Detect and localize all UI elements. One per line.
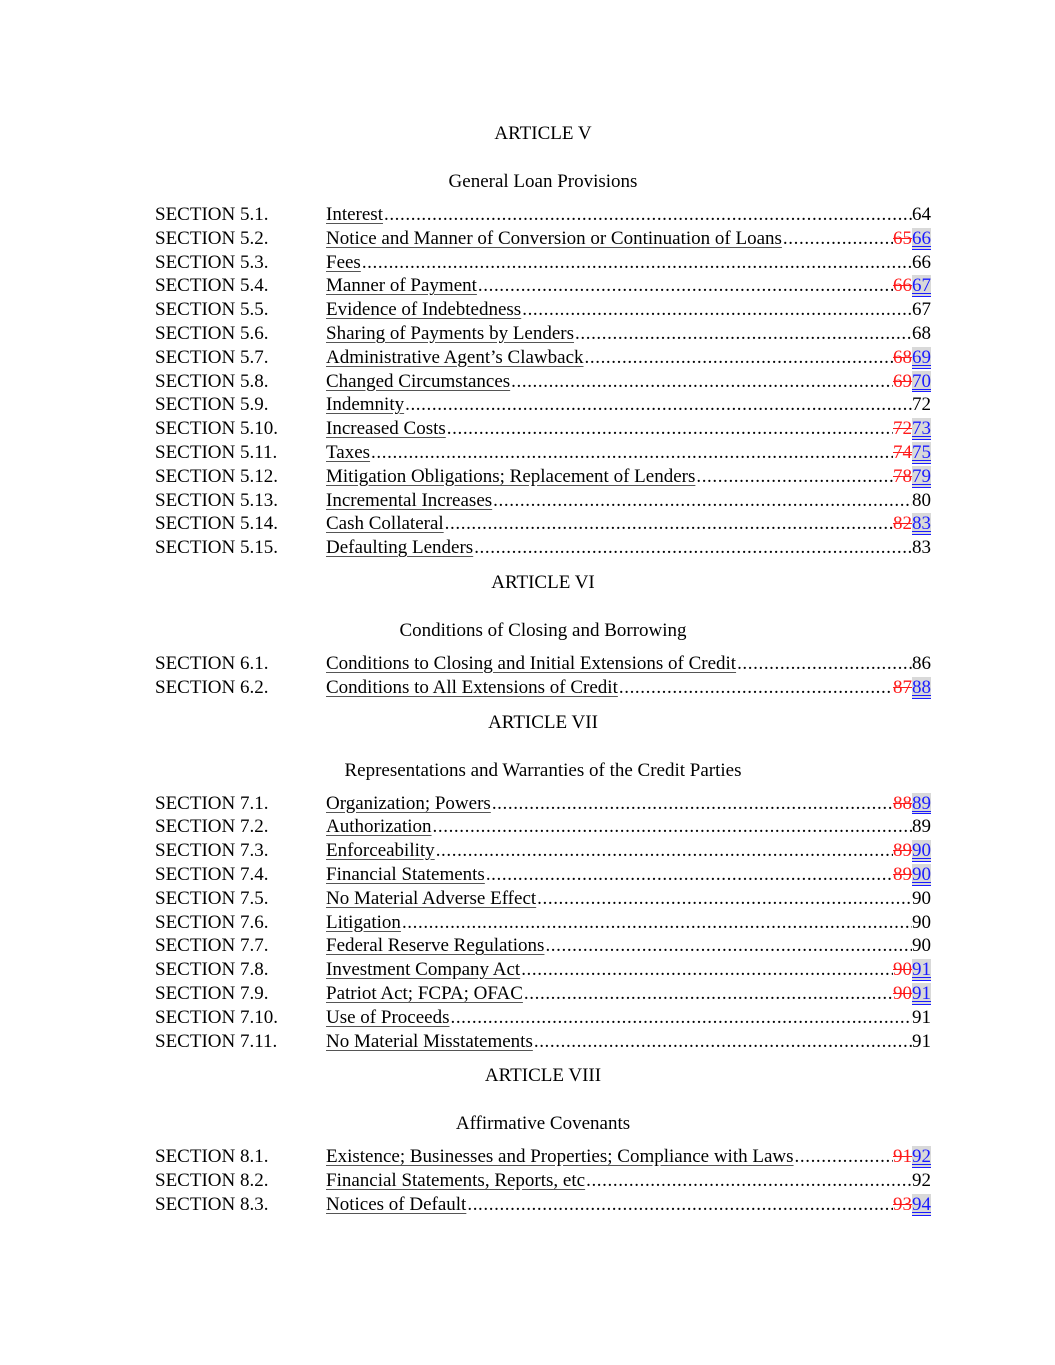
section-number: SECTION 5.12. bbox=[155, 465, 278, 487]
dot-leader bbox=[524, 982, 893, 1006]
page-number: 92 bbox=[912, 1170, 931, 1192]
dot-leader bbox=[511, 370, 893, 394]
toc-entry[interactable] bbox=[155, 1145, 931, 1169]
page-number: 91 bbox=[912, 1030, 931, 1052]
toc-entry[interactable] bbox=[155, 346, 931, 370]
section-title-link[interactable]: Existence; Businesses and Properties; Compliance with Laws bbox=[326, 1146, 794, 1168]
section-number: SECTION 7.1. bbox=[155, 792, 269, 814]
section-number: SECTION 7.10. bbox=[155, 1006, 278, 1028]
page-number bbox=[893, 839, 931, 863]
toc-entry[interactable] bbox=[155, 393, 931, 417]
inserted-page-number: 94 bbox=[912, 1193, 931, 1215]
dot-leader bbox=[474, 536, 912, 560]
toc-entry[interactable] bbox=[155, 1006, 931, 1030]
page-number: 90 bbox=[912, 935, 931, 957]
section-list bbox=[155, 792, 931, 1054]
page-number bbox=[893, 958, 931, 982]
section-list bbox=[155, 1145, 931, 1216]
inserted-page-number: 90 bbox=[912, 863, 931, 885]
section-number: SECTION 5.9. bbox=[155, 394, 269, 416]
inserted-page-number: 91 bbox=[912, 959, 931, 981]
dot-leader bbox=[537, 887, 912, 911]
toc-entry[interactable] bbox=[155, 227, 931, 251]
section-title-link[interactable]: Financial Statements bbox=[326, 863, 485, 885]
dot-leader bbox=[433, 815, 912, 839]
page-number: 91 bbox=[912, 1006, 931, 1028]
toc-entry[interactable] bbox=[155, 203, 931, 227]
toc-entry[interactable] bbox=[155, 839, 931, 863]
section-title-link[interactable]: Enforceability bbox=[326, 840, 435, 862]
dot-leader bbox=[585, 346, 893, 370]
section-number: SECTION 5.6. bbox=[155, 322, 269, 344]
page-number: 80 bbox=[912, 489, 931, 511]
section-number: SECTION 5.8. bbox=[155, 370, 269, 392]
dot-leader bbox=[467, 1193, 893, 1217]
article-block bbox=[155, 122, 931, 560]
page-number bbox=[893, 370, 931, 394]
deleted-page-number: 72 bbox=[893, 418, 912, 440]
dot-leader bbox=[450, 1006, 912, 1030]
deleted-page-number: 88 bbox=[893, 792, 912, 814]
inserted-page-number: 73 bbox=[912, 418, 931, 440]
toc-entry[interactable] bbox=[155, 652, 931, 676]
page-number bbox=[893, 676, 931, 700]
toc-entry[interactable] bbox=[155, 958, 931, 982]
deleted-page-number: 65 bbox=[893, 227, 912, 249]
section-title-link[interactable]: No Material Misstatements bbox=[326, 1030, 533, 1052]
section-title-link[interactable]: Indemnity bbox=[326, 394, 405, 416]
inserted-page-number: 89 bbox=[912, 792, 931, 814]
section-title-link[interactable]: Patriot Act; FCPA; OFAC bbox=[326, 982, 523, 1004]
article-subtitle: Affirmative Covenants bbox=[455, 1113, 631, 1135]
deleted-page-number: 68 bbox=[893, 346, 912, 368]
article-subtitle: General Loan Provisions bbox=[448, 171, 638, 192]
section-number: SECTION 5.3. bbox=[155, 251, 269, 273]
section-title-link[interactable]: Conditions to Closing and Initial Extensions of Credit bbox=[326, 652, 737, 674]
toc-entry[interactable] bbox=[155, 298, 931, 322]
dot-leader bbox=[384, 203, 912, 227]
section-title-link[interactable]: Administrative Agent’s Clawback bbox=[326, 346, 584, 368]
section-title-link[interactable]: Evidence of Indebtedness bbox=[326, 299, 522, 321]
page-number: 68 bbox=[912, 322, 931, 344]
dot-leader bbox=[402, 911, 912, 935]
deleted-page-number: 93 bbox=[893, 1193, 912, 1215]
dot-leader bbox=[522, 298, 912, 322]
dot-leader bbox=[478, 274, 893, 298]
section-number: SECTION 7.8. bbox=[155, 959, 269, 981]
page-number bbox=[893, 227, 931, 251]
section-number: SECTION 7.9. bbox=[155, 982, 269, 1004]
deleted-page-number: 69 bbox=[893, 370, 912, 392]
section-title-link[interactable]: Cash Collateral bbox=[326, 513, 444, 535]
toc-entry[interactable] bbox=[155, 676, 931, 700]
section-title-link[interactable]: Defaulting Lenders bbox=[326, 537, 474, 559]
inserted-page-number: 67 bbox=[912, 275, 931, 297]
page-number: 72 bbox=[912, 394, 931, 416]
dot-leader bbox=[534, 1030, 912, 1054]
table-of-contents bbox=[155, 122, 931, 1228]
toc-entry[interactable] bbox=[155, 536, 931, 560]
page-number bbox=[893, 274, 931, 298]
toc-entry[interactable] bbox=[155, 1193, 931, 1217]
section-title-link[interactable]: Fees bbox=[326, 251, 361, 273]
dot-leader bbox=[447, 417, 893, 441]
section-title-link[interactable]: Changed Circumstances bbox=[326, 370, 511, 392]
section-number: SECTION 7.11. bbox=[155, 1030, 278, 1052]
page-number: 66 bbox=[912, 251, 931, 273]
page-number bbox=[893, 346, 931, 370]
inserted-page-number: 75 bbox=[912, 441, 931, 463]
dot-leader bbox=[795, 1145, 893, 1169]
deleted-page-number: 90 bbox=[893, 982, 912, 1004]
section-title-link[interactable]: Use of Proceeds bbox=[326, 1006, 450, 1028]
section-number: SECTION 7.6. bbox=[155, 911, 269, 933]
page-number: 67 bbox=[912, 299, 931, 321]
section-number: SECTION 8.3. bbox=[155, 1193, 269, 1215]
deleted-page-number: 89 bbox=[893, 840, 912, 862]
section-number: SECTION 7.5. bbox=[155, 887, 269, 909]
article-heading: ARTICLE V bbox=[494, 123, 592, 144]
toc-entry[interactable] bbox=[155, 465, 931, 489]
article-heading: ARTICLE VIII bbox=[484, 1065, 602, 1087]
toc-entry[interactable] bbox=[155, 417, 931, 441]
dot-leader bbox=[545, 934, 912, 958]
page-number bbox=[893, 1193, 931, 1217]
page-number bbox=[893, 792, 931, 816]
toc-entry[interactable] bbox=[155, 887, 931, 911]
article-block bbox=[155, 571, 931, 700]
page-number bbox=[893, 863, 931, 887]
section-number: SECTION 5.13. bbox=[155, 489, 278, 511]
deleted-page-number: 87 bbox=[893, 676, 912, 698]
toc-entry[interactable] bbox=[155, 982, 931, 1006]
deleted-page-number: 78 bbox=[893, 465, 912, 487]
article-subtitle: Conditions of Closing and Borrowing bbox=[399, 619, 687, 641]
toc-entry[interactable] bbox=[155, 251, 931, 275]
dot-leader bbox=[493, 489, 912, 513]
toc-entry[interactable] bbox=[155, 441, 931, 465]
page-number: 86 bbox=[912, 652, 931, 674]
section-number: SECTION 5.11. bbox=[155, 441, 278, 463]
dot-leader bbox=[575, 322, 912, 346]
dot-leader bbox=[521, 958, 893, 982]
dot-leader bbox=[492, 792, 893, 816]
inserted-page-number: 88 bbox=[912, 676, 931, 698]
page-number: 90 bbox=[912, 911, 931, 933]
page-number bbox=[893, 417, 931, 441]
section-number: SECTION 5.5. bbox=[155, 299, 269, 321]
inserted-page-number: 92 bbox=[912, 1146, 931, 1168]
article-heading: ARTICLE VII bbox=[488, 711, 598, 733]
section-title-link[interactable]: Taxes bbox=[326, 441, 371, 463]
toc-entry[interactable] bbox=[155, 1169, 931, 1193]
toc-entry[interactable] bbox=[155, 370, 931, 394]
section-number: SECTION 5.2. bbox=[155, 227, 269, 249]
section-title-link[interactable]: Sharing of Payments by Lenders bbox=[326, 322, 575, 344]
section-number: SECTION 6.1. bbox=[155, 652, 269, 674]
toc-entry[interactable] bbox=[155, 322, 931, 346]
section-list bbox=[155, 203, 931, 560]
section-title-link[interactable]: Manner of Payment bbox=[326, 275, 477, 297]
section-list bbox=[155, 652, 931, 700]
section-number: SECTION 5.15. bbox=[155, 537, 278, 559]
inserted-page-number: 90 bbox=[912, 840, 931, 862]
section-number: SECTION 5.14. bbox=[155, 513, 278, 535]
inserted-page-number: 69 bbox=[912, 346, 931, 368]
dot-leader bbox=[783, 227, 893, 251]
dot-leader bbox=[486, 863, 893, 887]
dot-leader bbox=[445, 512, 893, 536]
deleted-page-number: 66 bbox=[893, 275, 912, 297]
dot-leader bbox=[737, 652, 912, 676]
article-block bbox=[155, 1064, 931, 1216]
toc-entry[interactable] bbox=[155, 911, 931, 935]
section-title-link[interactable]: Mitigation Obligations; Replacement of Lenders bbox=[326, 465, 696, 487]
toc-entry[interactable] bbox=[155, 792, 931, 816]
inserted-page-number: 70 bbox=[912, 370, 931, 392]
section-title-link[interactable]: Interest bbox=[326, 204, 383, 225]
page-number bbox=[893, 465, 931, 489]
section-number: SECTION 6.2. bbox=[155, 676, 269, 698]
section-title-link[interactable]: Authorization bbox=[326, 816, 432, 838]
deleted-page-number: 74 bbox=[893, 441, 912, 463]
section-number: SECTION 5.1. bbox=[155, 204, 269, 225]
page-number bbox=[893, 1145, 931, 1169]
section-title-link[interactable]: Financial Statements, Reports, etc bbox=[326, 1170, 586, 1192]
section-title-link[interactable]: Increased Costs bbox=[326, 418, 446, 440]
inserted-page-number: 83 bbox=[912, 513, 931, 535]
section-title-link[interactable]: Organization; Powers bbox=[326, 792, 491, 814]
inserted-page-number: 66 bbox=[912, 227, 931, 249]
page-number: 64 bbox=[912, 204, 931, 225]
section-title-link[interactable]: Notice and Manner of Conversion or Continuation of Loans bbox=[326, 227, 782, 249]
section-title-link[interactable]: Investment Company Act bbox=[326, 959, 521, 981]
page-number bbox=[893, 982, 931, 1006]
section-number: SECTION 7.7. bbox=[155, 935, 269, 957]
toc-entry[interactable] bbox=[155, 934, 931, 958]
dot-leader bbox=[362, 251, 912, 275]
section-title-link[interactable]: Litigation bbox=[326, 911, 401, 933]
section-number: SECTION 7.4. bbox=[155, 863, 269, 885]
page-number: 89 bbox=[912, 816, 931, 838]
section-number: SECTION 5.4. bbox=[155, 275, 269, 297]
inserted-page-number: 79 bbox=[912, 465, 931, 487]
deleted-page-number: 91 bbox=[893, 1146, 912, 1168]
toc-entry[interactable] bbox=[155, 512, 931, 536]
dot-leader bbox=[619, 676, 893, 700]
article-subtitle: Representations and Warranties of the Credit Parties bbox=[344, 759, 742, 781]
section-title-link[interactable]: Federal Reserve Regulations bbox=[326, 935, 545, 957]
deleted-page-number: 89 bbox=[893, 863, 912, 885]
section-title-link[interactable]: Conditions to All Extensions of Credit bbox=[326, 676, 618, 698]
section-number: SECTION 8.2. bbox=[155, 1170, 269, 1192]
section-title-link[interactable]: No Material Adverse Effect bbox=[326, 887, 537, 909]
page-number bbox=[893, 441, 931, 465]
section-number: SECTION 7.2. bbox=[155, 816, 269, 838]
section-number: SECTION 8.1. bbox=[155, 1146, 269, 1168]
toc-entry[interactable] bbox=[155, 489, 931, 513]
article-block bbox=[155, 711, 931, 1054]
section-number: SECTION 5.7. bbox=[155, 346, 269, 368]
dot-leader bbox=[696, 465, 893, 489]
page-number: 83 bbox=[912, 537, 931, 559]
page-number bbox=[893, 512, 931, 536]
section-number: SECTION 7.3. bbox=[155, 840, 269, 862]
toc-entry[interactable] bbox=[155, 274, 931, 298]
toc-entry[interactable] bbox=[155, 1030, 931, 1054]
deleted-page-number: 90 bbox=[893, 959, 912, 981]
dot-leader bbox=[405, 393, 912, 417]
toc-entry[interactable] bbox=[155, 815, 931, 839]
section-title-link[interactable]: Incremental Increases bbox=[326, 489, 493, 511]
page-number: 90 bbox=[912, 887, 931, 909]
dot-leader bbox=[436, 839, 893, 863]
dot-leader bbox=[586, 1169, 912, 1193]
deleted-page-number: 82 bbox=[893, 513, 912, 535]
section-title-link[interactable]: Notices of Default bbox=[326, 1193, 467, 1215]
section-number: SECTION 5.10. bbox=[155, 418, 278, 440]
article-heading: ARTICLE VI bbox=[491, 571, 595, 593]
dot-leader bbox=[371, 441, 893, 465]
inserted-page-number: 91 bbox=[912, 982, 931, 1004]
toc-entry[interactable] bbox=[155, 863, 931, 887]
